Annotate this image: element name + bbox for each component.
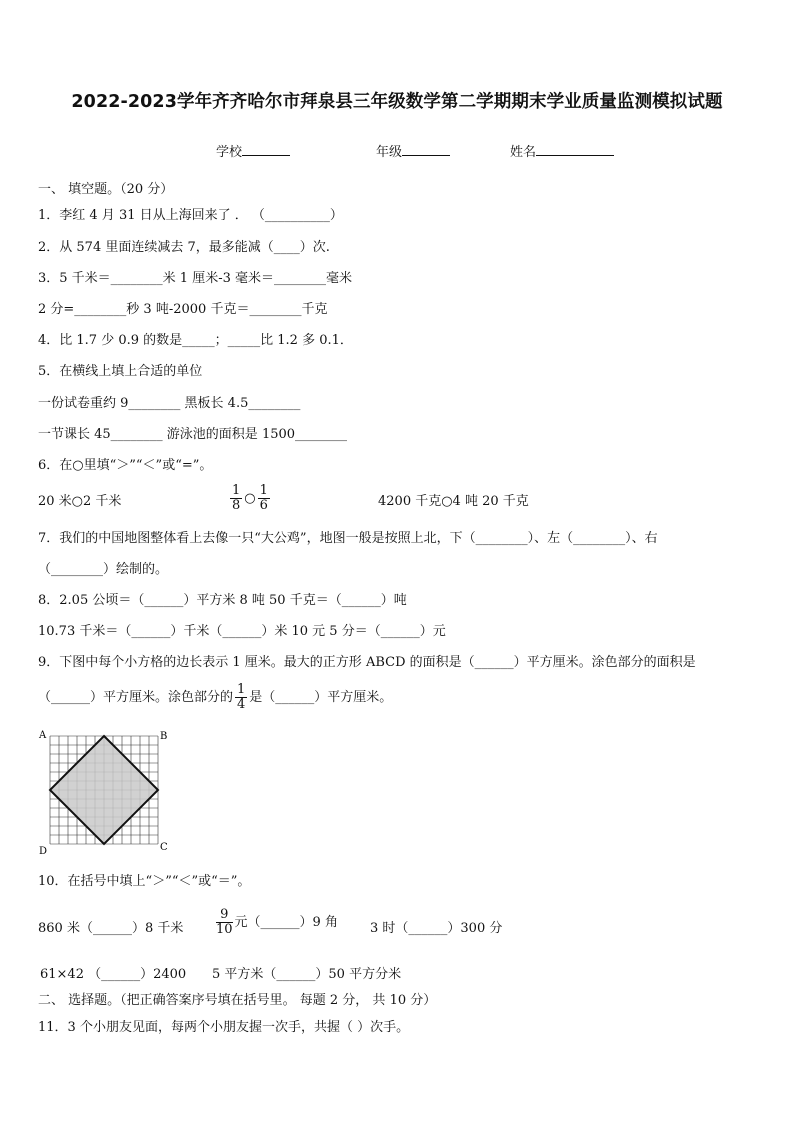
question-9b-text-before: （______）平方厘米。涂色部分的 bbox=[38, 690, 234, 705]
fraction-one-eighth bbox=[230, 484, 242, 513]
section-2-heading: 二、 选择题。（把正确答案序号填在括号里。 每题 2 分， 共 10 分） bbox=[38, 993, 437, 1008]
denominator: 10 bbox=[216, 922, 233, 937]
question-8a: 8．2.05 公顷＝（______）平方米 8 吨 50 千克＝（______）吨 bbox=[38, 593, 407, 608]
fraction-nine-tenths bbox=[216, 908, 233, 937]
name-field bbox=[510, 141, 614, 160]
question-10d: 61×42 （______）2400 bbox=[40, 967, 187, 982]
question-3a: 3．5 千米＝________米 1 厘米-3 毫米＝________毫米 bbox=[38, 271, 353, 286]
shaded-inner-square bbox=[50, 736, 158, 844]
compare-circle: ○ bbox=[244, 491, 256, 506]
question-10b bbox=[214, 908, 338, 937]
question-10: 10．在括号中填上“＞”“＜”或“＝”。 bbox=[38, 874, 251, 889]
grade-field bbox=[376, 141, 450, 160]
name-blank bbox=[536, 143, 614, 156]
question-10c: 3 时（______）300 分 bbox=[370, 921, 503, 936]
label-b: B bbox=[160, 731, 168, 742]
question-7b: （________）绘制的。 bbox=[38, 562, 169, 577]
question-10b-text: 元（______）9 角 bbox=[234, 915, 338, 930]
question-9b-text-after: 是（______）平方厘米。 bbox=[249, 690, 393, 705]
question-8b: 10.73 千米＝（______）千米（______）米 10 元 5 分＝（______）元 bbox=[38, 624, 446, 639]
square-grid-figure bbox=[36, 728, 176, 860]
numerator: 1 bbox=[237, 682, 246, 697]
numerator: 1 bbox=[232, 483, 241, 498]
question-5a: 一份试卷重约 9________ 黑板长 4.5________ bbox=[38, 396, 301, 411]
denominator: 6 bbox=[259, 498, 268, 513]
section-1-heading: 一、 填空题。（20 分） bbox=[38, 182, 174, 197]
question-11: 11．3 个小朋友见面，每两个小朋友握一次手，共握（ ）次手。 bbox=[38, 1020, 410, 1035]
question-6c: 4200 千克○4 吨 20 千克 bbox=[378, 494, 529, 509]
question-4: 4．比 1.7 少 0.9 的数是_____；_____比 1.2 多 0.1． bbox=[38, 333, 353, 348]
question-6a: 20 米○2 千米 bbox=[38, 494, 122, 509]
denominator: 4 bbox=[237, 697, 246, 712]
school-label: 学校 bbox=[216, 145, 243, 160]
question-3b: 2 分=________秒 3 吨-2000 千克＝________千克 bbox=[38, 302, 328, 317]
numerator: 1 bbox=[259, 483, 268, 498]
grade-label: 年级 bbox=[376, 145, 403, 160]
question-10a: 860 米（______）8 千米 bbox=[38, 921, 184, 936]
question-2: 2．从 574 里面连续减去 7，最多能减（____）次. bbox=[38, 240, 330, 255]
grade-blank bbox=[402, 143, 450, 156]
denominator: 8 bbox=[232, 498, 241, 513]
question-5: 5．在横线上填上合适的单位 bbox=[38, 364, 203, 379]
label-c: C bbox=[160, 842, 168, 853]
name-label: 姓名 bbox=[510, 145, 537, 160]
school-blank bbox=[242, 143, 290, 156]
question-10e: 5 平方米（______）50 平方分米 bbox=[212, 967, 402, 982]
question-6: 6．在○里填“＞”“＜”或“=”。 bbox=[38, 458, 213, 473]
question-9a: 9．下图中每个小方格的边长表示 1 厘米。最大的正方形 ABCD 的面积是（______）平方厘米。涂色部分的面积是 bbox=[38, 655, 696, 670]
question-1: 1．李红 4 月 31 日从上海回来了 ． （__________） bbox=[38, 208, 343, 223]
label-a: A bbox=[39, 730, 47, 741]
page-title: 2022-2023学年齐齐哈尔市拜泉县三年级数学第二学期期末学业质量监测模拟试题 bbox=[71, 92, 723, 112]
fraction-one-quarter bbox=[235, 683, 247, 712]
label-d: D bbox=[39, 846, 48, 857]
fraction-one-sixth bbox=[258, 484, 270, 513]
numerator: 9 bbox=[216, 908, 233, 923]
school-field bbox=[216, 141, 290, 160]
question-5b: 一节课长 45________ 游泳池的面积是 1500________ bbox=[38, 427, 348, 442]
question-7a: 7．我们的中国地图整体看上去像一只“大公鸡”，地图一般是按照上北，下（________）、左（________）、右 bbox=[38, 531, 658, 546]
question-9b bbox=[38, 683, 392, 712]
question-6b bbox=[228, 484, 272, 513]
